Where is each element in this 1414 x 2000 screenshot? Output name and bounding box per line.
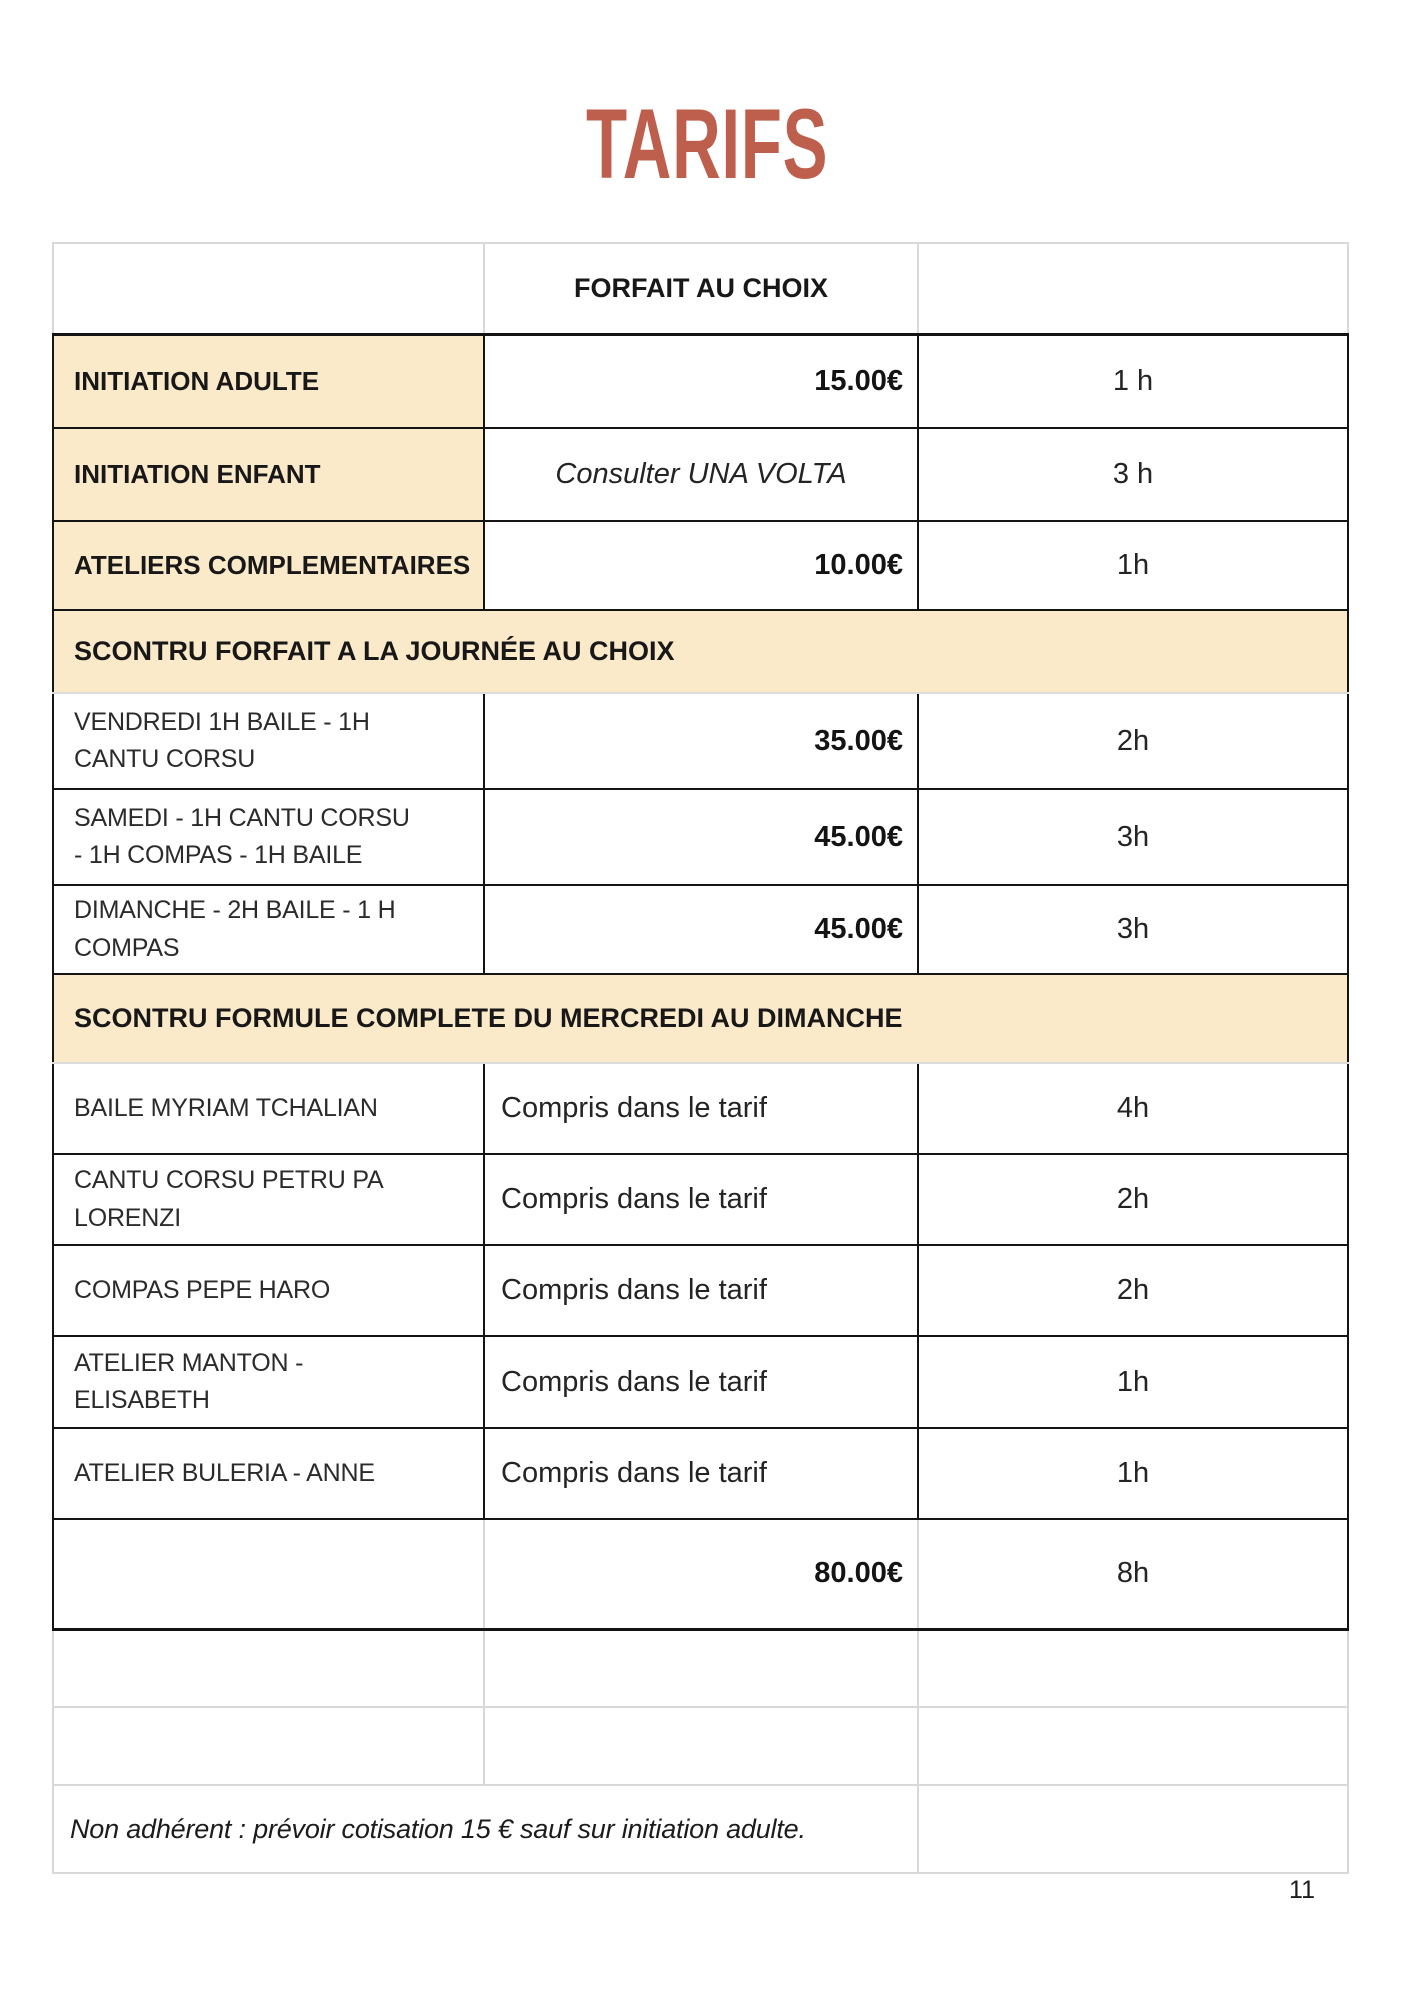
duration-cell: 3h: [918, 789, 1348, 885]
empty-cell: [918, 1629, 1348, 1707]
section-band-scontru-forfait: [53, 610, 1348, 693]
row-label-cell: INITIATION ADULTE: [53, 334, 484, 428]
included-cell: Compris dans le tarif: [484, 1063, 918, 1154]
duration-cell: 4h: [918, 1063, 1348, 1154]
footer-note-cell: Non adhérent : prévoir cotisation 15 € sauf sur initiation adulte.: [53, 1785, 918, 1873]
duration-cell: 1h: [918, 1428, 1348, 1519]
table-row-atelier-manton: [53, 1336, 1348, 1428]
table-row-total: [53, 1519, 1348, 1629]
price-cell: 45.00€: [484, 789, 918, 885]
tarifs-table: [52, 242, 1349, 1874]
total-duration-cell: 8h: [918, 1519, 1348, 1629]
duration-cell: 1 h: [918, 334, 1348, 428]
page-title-text: TARIFS: [585, 88, 829, 199]
table-row-ateliers-complementaires: [53, 521, 1348, 610]
empty-cell: [918, 1707, 1348, 1785]
table-row-initiation-adulte: [53, 334, 1348, 428]
empty-cell: [484, 1707, 918, 1785]
included-cell: Compris dans le tarif: [484, 1336, 918, 1428]
table-row-samedi: [53, 789, 1348, 885]
duration-cell: 2h: [918, 1154, 1348, 1245]
table-row-footer-note: [53, 1785, 1348, 1873]
row-label-cell: ATELIER MANTON - ELISABETH: [53, 1336, 484, 1428]
price-cell: 10.00€: [484, 521, 918, 610]
section-band-label: SCONTRU FORMULE COMPLETE DU MERCREDI AU DIMANCHE: [53, 974, 1348, 1063]
empty-cell: [484, 1629, 918, 1707]
empty-row: [53, 1629, 1348, 1707]
table-row-cantu-corsu: [53, 1154, 1348, 1245]
table-row-compas-pepe: [53, 1245, 1348, 1336]
page-number: 11: [1289, 1876, 1315, 1904]
table-row-initiation-enfant: [53, 428, 1348, 521]
header-forfait-label: FORFAIT AU CHOIX: [484, 243, 918, 334]
page-title: [0, 88, 1414, 199]
empty-cell: [53, 1519, 484, 1629]
included-cell: Compris dans le tarif: [484, 1154, 918, 1245]
duration-cell: 1h: [918, 1336, 1348, 1428]
duration-cell: 1h: [918, 521, 1348, 610]
consult-note-cell: Consulter UNA VOLTA: [484, 428, 918, 521]
total-price-cell: 80.00€: [484, 1519, 918, 1629]
table-row-dimanche: [53, 885, 1348, 974]
duration-cell: 3h: [918, 885, 1348, 974]
row-label-cell: BAILE MYRIAM TCHALIAN: [53, 1063, 484, 1154]
section-band-scontru-formule: [53, 974, 1348, 1063]
empty-cell: [53, 1707, 484, 1785]
price-cell: 35.00€: [484, 693, 918, 789]
empty-cell: [918, 1785, 1348, 1873]
row-label-cell: SAMEDI - 1H CANTU CORSU - 1H COMPAS - 1H BAILE: [53, 789, 484, 885]
price-cell: 45.00€: [484, 885, 918, 974]
header-empty-cell-left: [53, 243, 484, 334]
empty-cell: [53, 1629, 484, 1707]
row-label-cell: CANTU CORSU PETRU PA LORENZI: [53, 1154, 484, 1245]
row-label-cell: ATELIERS COMPLEMENTAIRES: [53, 521, 484, 610]
row-label-cell: COMPAS PEPE HARO: [53, 1245, 484, 1336]
duration-cell: 2h: [918, 1245, 1348, 1336]
section-band-label: SCONTRU FORFAIT A LA JOURNÉE AU CHOIX: [53, 610, 1348, 693]
header-empty-cell-right: [918, 243, 1348, 334]
duration-cell: 2h: [918, 693, 1348, 789]
row-label-cell: VENDREDI 1H BAILE - 1H CANTU CORSU: [53, 693, 484, 789]
price-cell: 15.00€: [484, 334, 918, 428]
row-label-cell: ATELIER BULERIA - ANNE: [53, 1428, 484, 1519]
duration-cell: 3 h: [918, 428, 1348, 521]
table-row-vendredi: [53, 693, 1348, 789]
row-label-cell: DIMANCHE - 2H BAILE - 1 H COMPAS: [53, 885, 484, 974]
row-label-cell: INITIATION ENFANT: [53, 428, 484, 521]
table-row-atelier-buleria: [53, 1428, 1348, 1519]
empty-row: [53, 1707, 1348, 1785]
included-cell: Compris dans le tarif: [484, 1428, 918, 1519]
table-row-baile-myriam: [53, 1063, 1348, 1154]
table-header-row: [53, 243, 1348, 334]
included-cell: Compris dans le tarif: [484, 1245, 918, 1336]
